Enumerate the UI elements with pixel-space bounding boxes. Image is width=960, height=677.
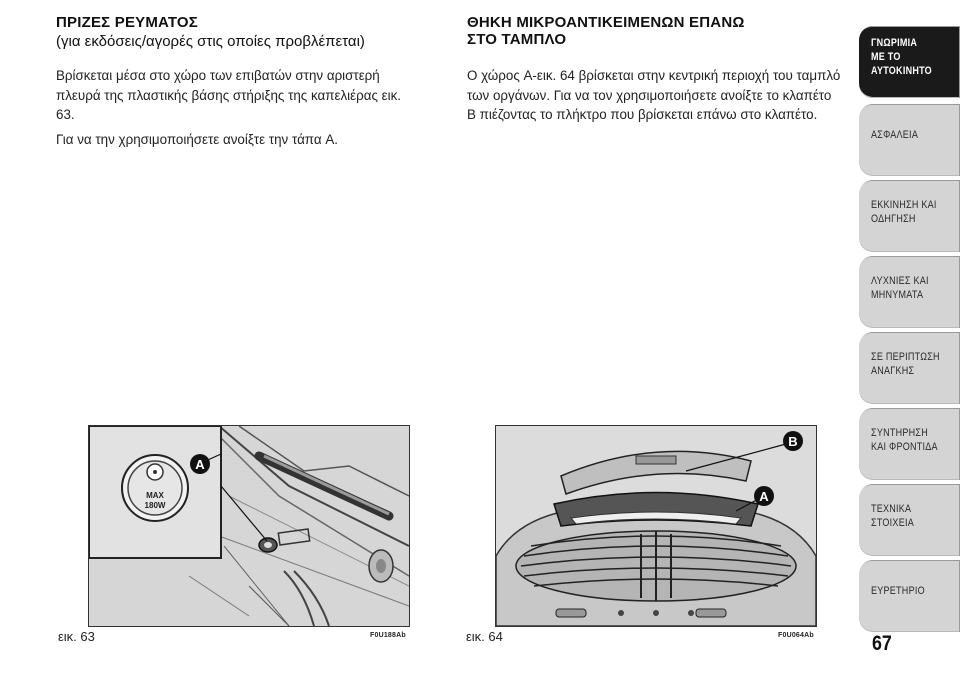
section-heading-power-sockets: ΠΡΙΖΕΣ ΡΕΥΜΑΤΟΣ <box>56 14 198 31</box>
chapter-tabs <box>859 0 960 677</box>
heading-line-2: ΣΤΟ ΤΑΜΠΛΟ <box>467 31 567 48</box>
figure-63-code: F0U188Ab <box>370 632 406 639</box>
tab-index[interactable] <box>859 560 960 632</box>
socket-watt-text: 180W <box>144 501 166 510</box>
socket-max-text: MAX <box>146 491 164 500</box>
figure-64-code: F0U064Ab <box>778 632 814 639</box>
paragraph-location: Βρίσκεται μέσα στο χώρο των επιβατών στην αριστερή πλευρά της πλαστικής βάσης στήριξης της καπελιέρας εικ. 63. <box>56 68 401 122</box>
tab-label: ΤΕΧΝΙΚΑ ΣΤΟΙΧΕΙΑ <box>871 503 914 529</box>
callout-a-label-64: A <box>759 489 769 504</box>
tab-label: ΕΥΡΕΤΗΡΙΟ <box>871 585 925 597</box>
tab-lights-messages[interactable] <box>859 256 960 328</box>
tab-technical-data[interactable] <box>859 484 960 556</box>
tab-label: ΕΚΚΙΝΗΣΗ ΚΑΙ ΟΔΗΓΗΣΗ <box>871 199 937 225</box>
paragraph-storage: Ο χώρος A-εικ. 64 βρίσκεται στην κεντρική περιοχή του ταμπλό των οργάνων. Για να τον χρησιμοποιήσετε ανοίξτε το κλαπέτο B πιέζοντας το πλήκτρο που βρίσκεται επάνω στο κλαπέτο. <box>467 68 841 122</box>
tab-label: ΓΝΩΡΙΜΙΑ ΜΕ ΤΟ ΑΥΤΟΚΙΝΗΤΟ <box>871 37 932 77</box>
tab-label: ΑΣΦΑΛΕΙΑ <box>871 129 919 141</box>
page-number: 67 <box>872 632 892 655</box>
tab-label: ΣΕ ΠΕΡΙΠΤΩΣΗ ΑΝΑΓΚΗΣ <box>871 351 940 377</box>
figure-64-dashboard-storage <box>495 425 817 627</box>
tab-label: ΣΥΝΤΗΡΗΣΗ ΚΑΙ ΦΡΟΝΤΙΔΑ <box>871 427 938 453</box>
paragraph-usage: Για να την χρησιμοποιήσετε ανοίξτε την τάπα A. <box>56 132 338 147</box>
figure-63-power-socket <box>88 425 410 627</box>
section-subheading: (για εκδόσεις/αγορές στις οποίες προβλέπεται) <box>56 33 365 50</box>
heading-line-1: ΘΗΚΗ ΜΙΚΡΟΑΝΤΙΚΕΙΜΕΝΩΝ ΕΠΑΝΩ <box>467 14 745 31</box>
tab-getting-to-know[interactable] <box>859 26 960 98</box>
tab-starting-driving[interactable] <box>859 180 960 252</box>
figure-64-caption: εικ. 64 <box>466 629 503 644</box>
tab-safety[interactable] <box>859 104 960 176</box>
tab-emergency[interactable] <box>859 332 960 404</box>
tab-label: ΛΥΧΝΙΕΣ ΚΑΙ ΜΗΝΥΜΑΤΑ <box>871 275 929 301</box>
figure-63-caption: εικ. 63 <box>58 629 95 644</box>
dashboard-storage-illustration <box>496 426 816 626</box>
tab-maintenance[interactable] <box>859 408 960 480</box>
section-heading-storage <box>467 14 745 48</box>
callout-a-label: A <box>195 457 205 472</box>
power-socket-illustration <box>89 426 409 626</box>
callout-b-label: B <box>788 434 798 449</box>
